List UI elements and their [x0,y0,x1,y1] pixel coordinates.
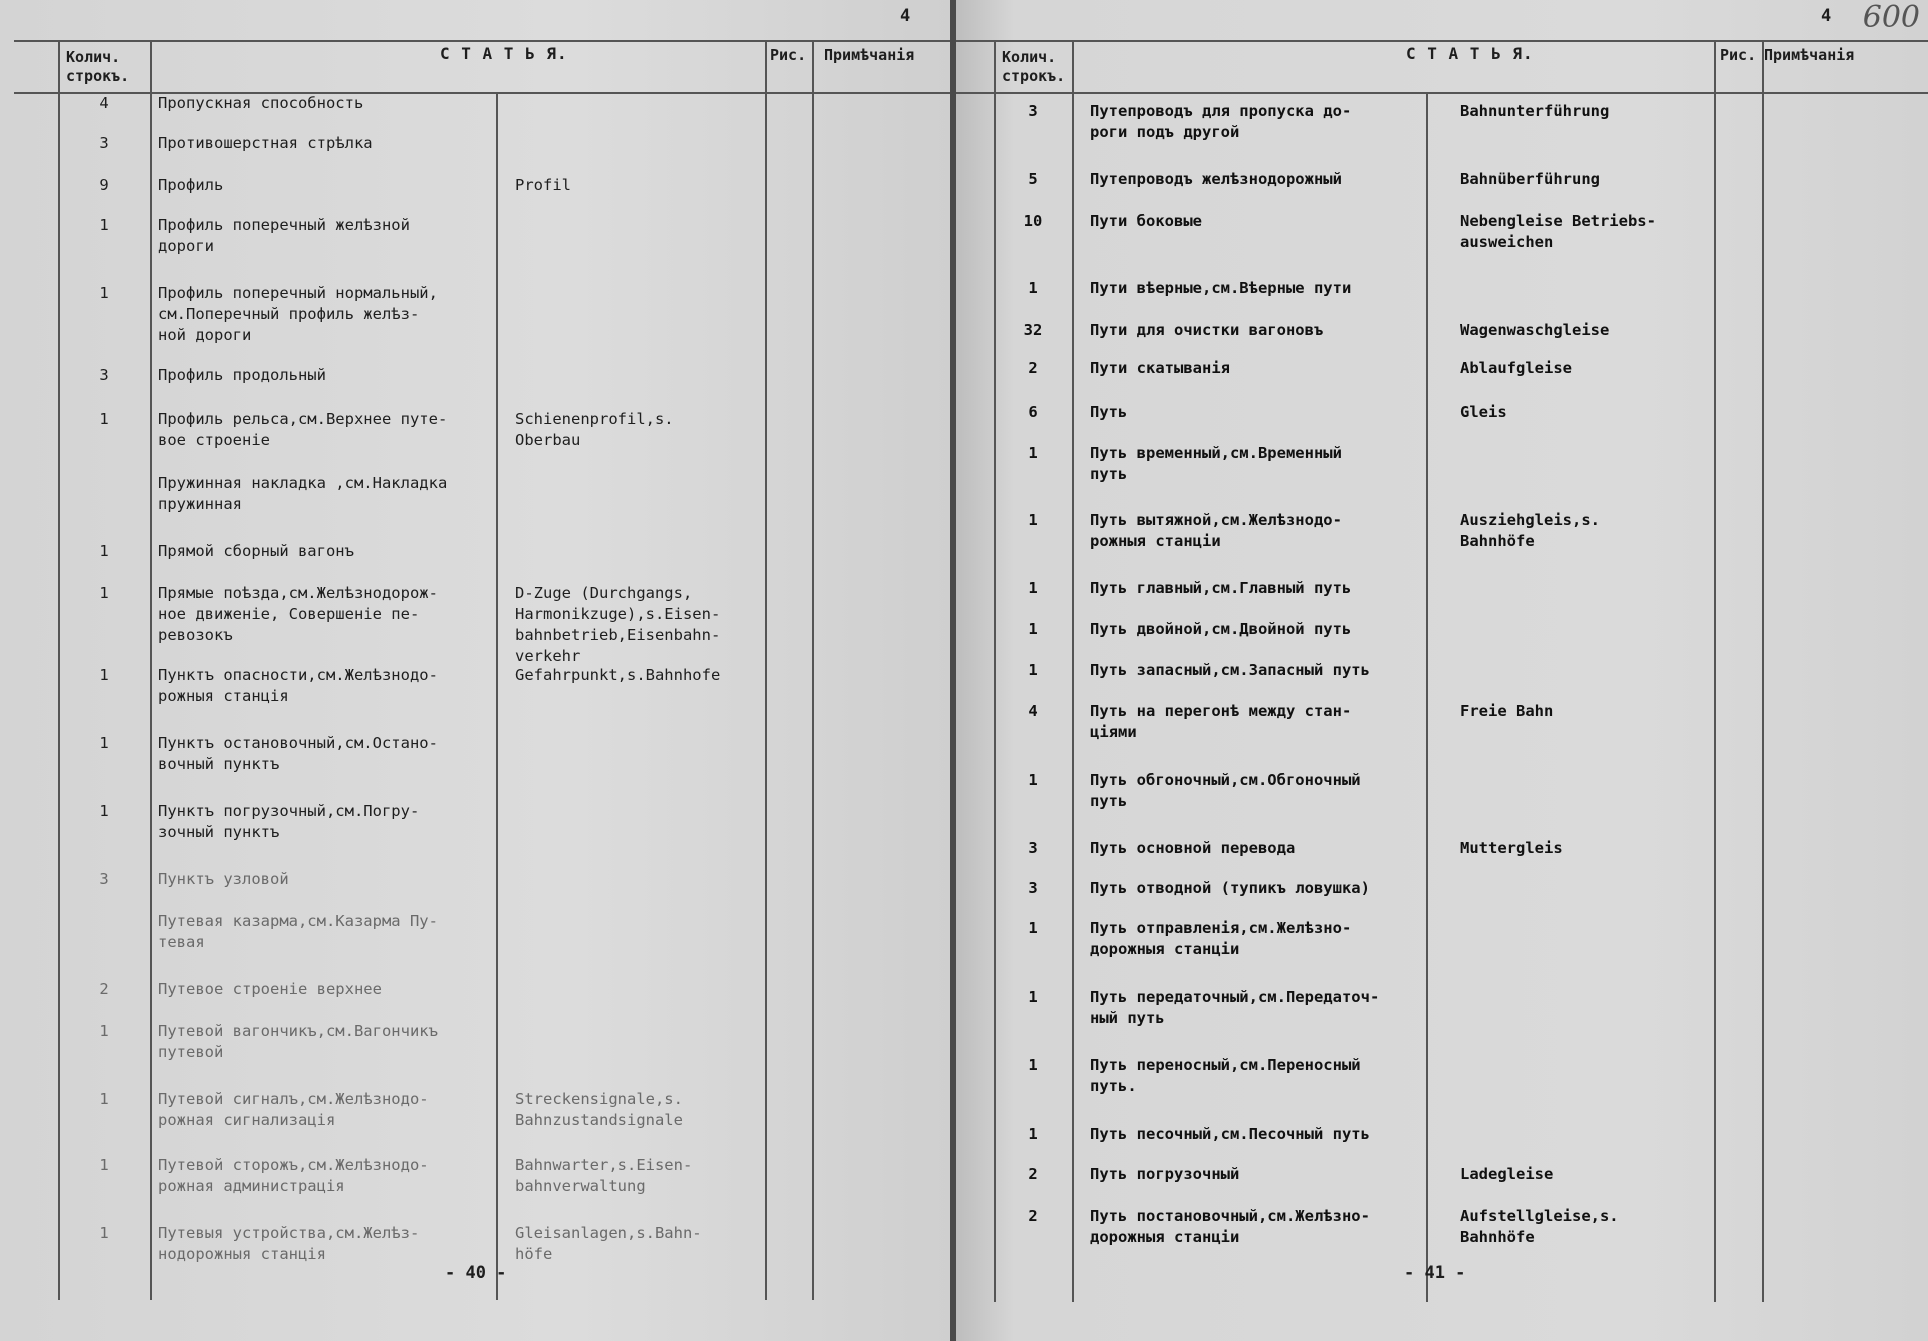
line-count: 4 [99,94,109,112]
german-equivalent: Ladegleise [1460,1165,1554,1183]
article-term: Путь обгоночный,см.Обгоночный путь [1090,771,1361,810]
german-equivalent: Nebengleise Betriebs- ausweichen [1460,212,1656,251]
article-term: Профиль поперечный желѣзной дороги [158,216,410,255]
article-term: Пунктъ опасности,см.Желѣзнодо- рожныя станція [158,666,438,705]
line-count: 5 [1028,170,1038,188]
line-count: 1 [99,584,109,602]
header-fig: Рис. [770,46,807,64]
german-equivalent: Profil [515,176,571,194]
left-page-number-bottom: - 40 - [445,1263,507,1283]
line-count: 1 [99,216,109,234]
line-count: 1 [1028,771,1038,789]
line-count: 1 [1028,988,1038,1006]
header-bottom-rule [956,92,1928,94]
article-term: Пропускная способность [158,94,364,112]
table-top-rule [956,40,1928,42]
article-term: Путепроводъ желѣзнодорожный [1090,170,1342,188]
line-count: 1 [1028,620,1038,638]
line-count: 1 [1028,511,1038,529]
article-term: Пути боковые [1090,212,1202,230]
line-count: 3 [1028,879,1038,897]
line-count: 1 [1028,279,1038,297]
line-count: 1 [99,542,109,560]
article-term: Путь постановочный,см.Желѣзно- дорожныя станціи [1090,1207,1370,1246]
article-term: Путь переносный,см.Переносный путь. [1090,1056,1361,1095]
article-term: Противошерстная стрѣлка [158,134,373,152]
right-page-number-top: 4 [1821,6,1832,26]
article-term: Профиль поперечный нормальный, см.Поперечный профиль желѣз- ной дороги [158,284,438,344]
german-equivalent: Aufstellgleise,s. Bahnhöfe [1460,1207,1619,1246]
german-equivalent: Wagenwaschgleise [1460,321,1610,339]
line-count: 2 [1028,1207,1038,1225]
line-count: 1 [99,284,109,302]
article-term: Профиль [158,176,224,194]
german-equivalent: Bahnwarter,s.Eisen- bahnverwaltung [515,1156,693,1195]
article-term: Путь песочный,см.Песочный путь [1090,1125,1370,1143]
line-count: 4 [1028,702,1038,720]
article-term: Путь основной перевода [1090,839,1296,857]
line-count: 32 [1023,321,1043,339]
german-equivalent: Gefahrpunkt,s.Bahnhofe [515,666,721,684]
german-equivalent: Freie Bahn [1460,702,1554,720]
line-count: 9 [99,176,109,194]
article-term: Пути для очистки вагоновъ [1090,321,1324,339]
article-term: Путь временный,см.Временный путь [1090,444,1342,483]
col-rule-fig [1714,40,1716,1302]
col-rule-notes [812,40,814,1300]
german-equivalent: Schienenprofil,s. Oberbau [515,410,674,449]
header-article: С Т А Т Ь Я. [1406,44,1534,63]
col-rule-count-right [150,40,152,1300]
line-count: 1 [1028,919,1038,937]
col-rule-german [1426,92,1428,1302]
article-term: Пути скатыванія [1090,359,1230,377]
german-equivalent: Ausziehgleis,s. Bahnhöfe [1460,511,1600,550]
article-term: Путь передаточный,см.Передаточ- ный путь [1090,988,1380,1027]
article-term: Профиль продольный [158,366,326,384]
article-term: Путепроводъ для пропуска до- роги подъ другой [1090,102,1352,141]
article-term: Путевой вагончикъ,см.Вагончикъ путевой [158,1022,438,1061]
line-count: 3 [99,366,109,384]
article-term: Пути вѣерные,см.Вѣерные пути [1090,279,1352,297]
article-term: Прямой сборный вагонъ [158,542,354,560]
german-equivalent: Ablaufgleise [1460,359,1572,377]
line-count: 3 [1028,839,1038,857]
article-term: Путевой сигналъ,см.Желѣзнодо- рожная сигнализація [158,1090,429,1129]
left-page [0,0,952,1341]
line-count: 3 [1028,102,1038,120]
article-term: Путь двойной,см.Двойной путь [1090,620,1352,638]
article-term: Путевыя устройства,см.Желѣз- нодорожныя станція [158,1224,420,1263]
line-count: 1 [1028,1056,1038,1074]
article-term: Путевой сторожъ,см.Желѣзнодо- рожная администрація [158,1156,429,1195]
line-count: 1 [99,1156,109,1174]
header-notes: Примѣчанія [824,46,915,64]
article-term: Пунктъ остановочный,см.Остано- вочный пунктъ [158,734,438,773]
line-count: 3 [99,870,109,888]
article-term: Пунктъ погрузочный,см.Погру- зочный пунктъ [158,802,420,841]
german-equivalent: Bahnüberführung [1460,170,1600,188]
article-term: Пружинная накладка ,см.Накладка пружинная [158,474,448,513]
left-page-number-top: 4 [900,6,911,26]
header-notes: Примѣчанія [1764,46,1855,64]
line-count: 10 [1023,212,1043,230]
col-rule-fig [765,40,767,1300]
article-term: Путь запасный,см.Запасный путь [1090,661,1370,679]
article-term: Пунктъ узловой [158,870,289,888]
line-count: 3 [99,134,109,152]
right-page [956,0,1928,1341]
article-term: Путь вытяжной,см.Желѣзнодо- рожныя станціи [1090,511,1342,550]
line-count: 2 [1028,1165,1038,1183]
article-term: Путь отводной (тупикъ ловушка) [1090,879,1370,897]
article-term: Путь [1090,403,1128,421]
german-equivalent: D-Zuge (Durchgangs, Harmonikzuge),s.Eisen- bahnbetrieb,Eisenbahn- verkehr [515,584,721,665]
german-equivalent: Streckensignale,s. Bahnzustandsignale [515,1090,683,1129]
line-count: 1 [1028,1125,1038,1143]
german-equivalent: Bahnunterführung [1460,102,1610,120]
line-count: 1 [99,410,109,428]
archive-stamp: 600 [1862,0,1920,35]
header-count: Колич. строкъ. [1002,48,1066,85]
right-page-number-bottom: - 41 - [1404,1263,1466,1283]
line-count: 1 [99,1022,109,1040]
german-equivalent: Gleisanlagen,s.Bahn- höfe [515,1224,702,1263]
line-count: 1 [99,1090,109,1108]
article-term: Путевая казарма,см.Казарма Пу- тевая [158,912,438,951]
article-term: Путевое строеніе верхнее [158,980,382,998]
article-term: Путь на перегонѣ между стан- ціями [1090,702,1352,741]
line-count: 1 [99,666,109,684]
german-equivalent: Gleis [1460,403,1507,421]
line-count: 1 [99,734,109,752]
line-count: 1 [99,802,109,820]
line-count: 2 [99,980,109,998]
line-count: 1 [99,1224,109,1242]
header-fig: Рис. [1720,46,1757,64]
col-rule-count-right [1072,40,1074,1302]
article-term: Путь отправленія,см.Желѣзно- дорожныя станціи [1090,919,1352,958]
col-rule-notes [1762,40,1764,1302]
line-count: 2 [1028,359,1038,377]
line-count: 1 [1028,661,1038,679]
header-count: Колич. строкъ. [66,48,130,85]
article-term: Прямые поѣзда,см.Желѣзнодорож- ное движеніе, Совершеніе пе- ревозокъ [158,584,438,644]
article-term: Профиль рельса,см.Верхнее путе- вое строеніе [158,410,448,449]
article-term: Путь главный,см.Главный путь [1090,579,1352,597]
german-equivalent: Muttergleis [1460,839,1563,857]
header-article: С Т А Т Ь Я. [440,44,568,63]
article-term: Путь погрузочный [1090,1165,1240,1183]
line-count: 1 [1028,579,1038,597]
line-count: 1 [1028,444,1038,462]
line-count: 6 [1028,403,1038,421]
